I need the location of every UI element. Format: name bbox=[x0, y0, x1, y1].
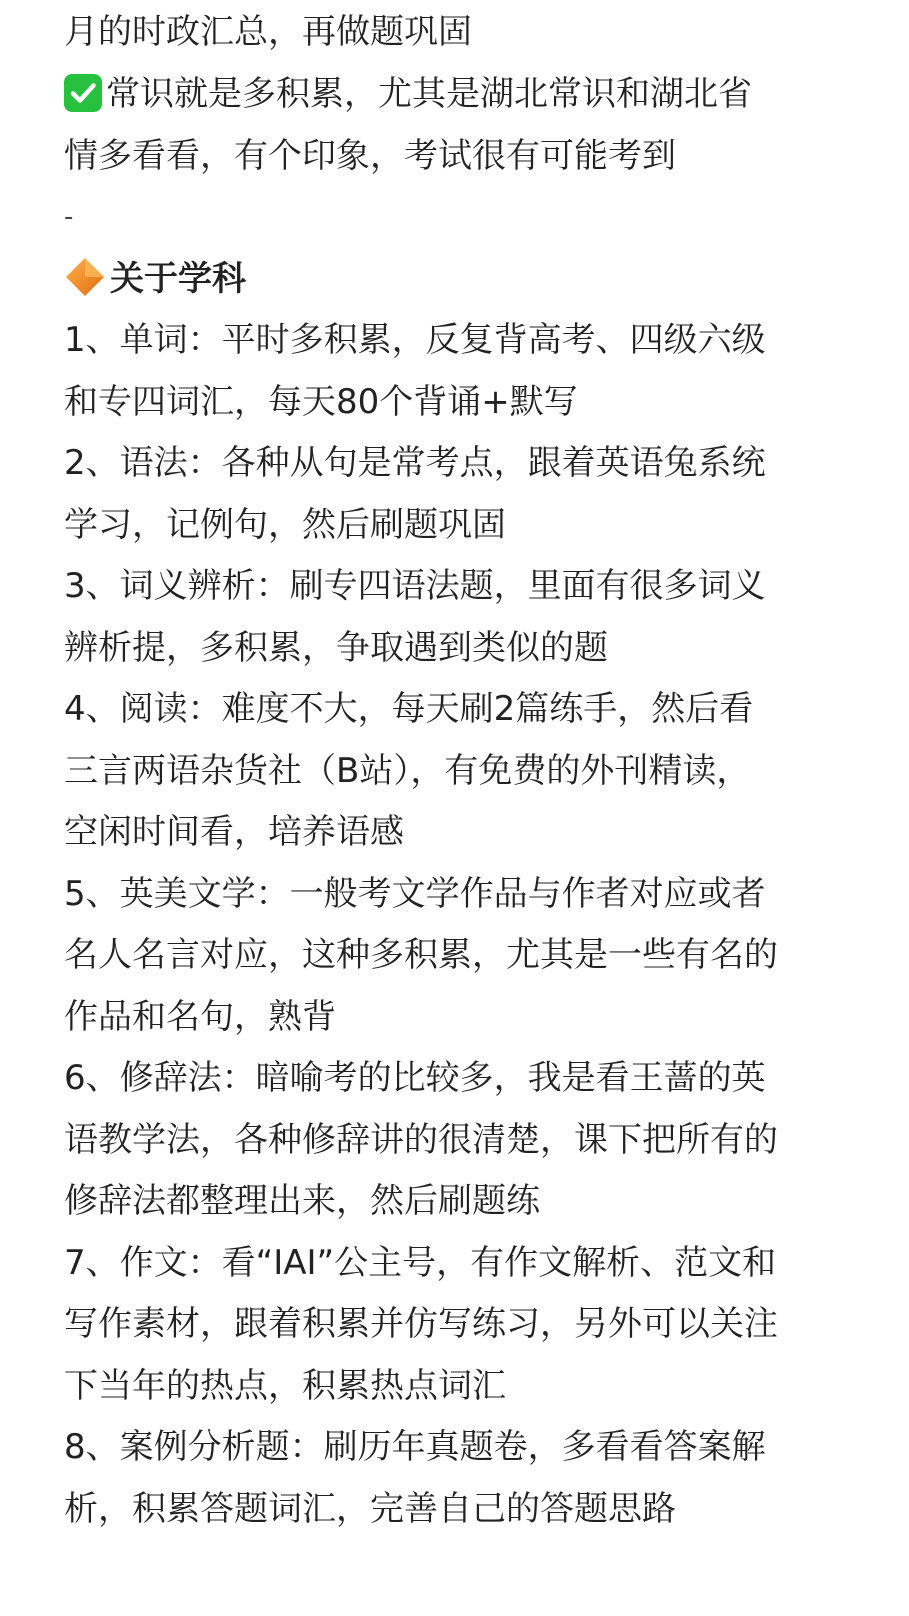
orange-diamond-icon bbox=[64, 256, 106, 298]
text-line: 情多看看，有个印象，考试很有可能考到 bbox=[64, 135, 676, 176]
text-line: 2、语法：各种从句是常考点，跟着英语兔系统 bbox=[64, 443, 766, 483]
text-line: 下当年的热点，积累热点词汇 bbox=[64, 1365, 506, 1406]
text-line: 名人名言对应，这种多积累，尤其是一些有名的 bbox=[64, 935, 778, 975]
check-mark-button-icon bbox=[64, 74, 102, 112]
text-line: 修辞法都整理出来，然后刷题练 bbox=[64, 1181, 540, 1221]
text-line: 语教学法，各种修辞讲的很清楚，课下把所有的 bbox=[64, 1119, 778, 1160]
text-line: 析，积累答题词汇，完善自己的答题思路 bbox=[64, 1488, 676, 1529]
article-body bbox=[64, 0, 854, 1540]
text-line: 4、阅读：难度不大，每天刷2篇练手，然后看 bbox=[64, 689, 754, 729]
text-line: 辨析提，多积累，争取遇到类似的题 bbox=[64, 627, 608, 668]
text-line: 写作素材，跟着积累并仿写练习，另外可以关注 bbox=[64, 1304, 778, 1344]
section-heading bbox=[64, 249, 854, 311]
text-line: 和专四词汇，每天80个背诵+默写 bbox=[64, 381, 578, 422]
text-line: 三言两语杂货社（B站），有免费的外刊精读， bbox=[64, 750, 751, 791]
text-line: 3、词义辨析：刷专四语法题，里面有很多词义 bbox=[64, 566, 766, 606]
text-line: 作品和名句，熟背 bbox=[64, 996, 336, 1037]
text-line: 空闲时间看，培养语感 bbox=[64, 812, 404, 852]
text-line bbox=[64, 64, 854, 126]
section-heading-text: 关于学科 bbox=[110, 258, 246, 299]
text-line: 7、作文：看“IAI”公主号，有作文解析、范文和 bbox=[64, 1242, 777, 1283]
text-line: 1、单词：平时多积累，反复背高考、四级六级 bbox=[64, 320, 766, 360]
separator-dash: - bbox=[64, 202, 74, 232]
text-line: 学习，记例句，然后刷题巩固 bbox=[64, 504, 506, 545]
text-line: 6、修辞法：暗喻考的比较多，我是看王蔷的英 bbox=[64, 1058, 766, 1098]
text-line-content: 常识就是多积累，尤其是湖北常识和湖北省 bbox=[106, 74, 752, 114]
text-line: 8、案例分析题：刷历年真题卷，多看看答案解 bbox=[64, 1427, 766, 1467]
text-line: 月的时政汇总，再做题巩固 bbox=[64, 12, 472, 52]
text-line: 5、英美文学：一般考文学作品与作者对应或者 bbox=[64, 873, 766, 914]
